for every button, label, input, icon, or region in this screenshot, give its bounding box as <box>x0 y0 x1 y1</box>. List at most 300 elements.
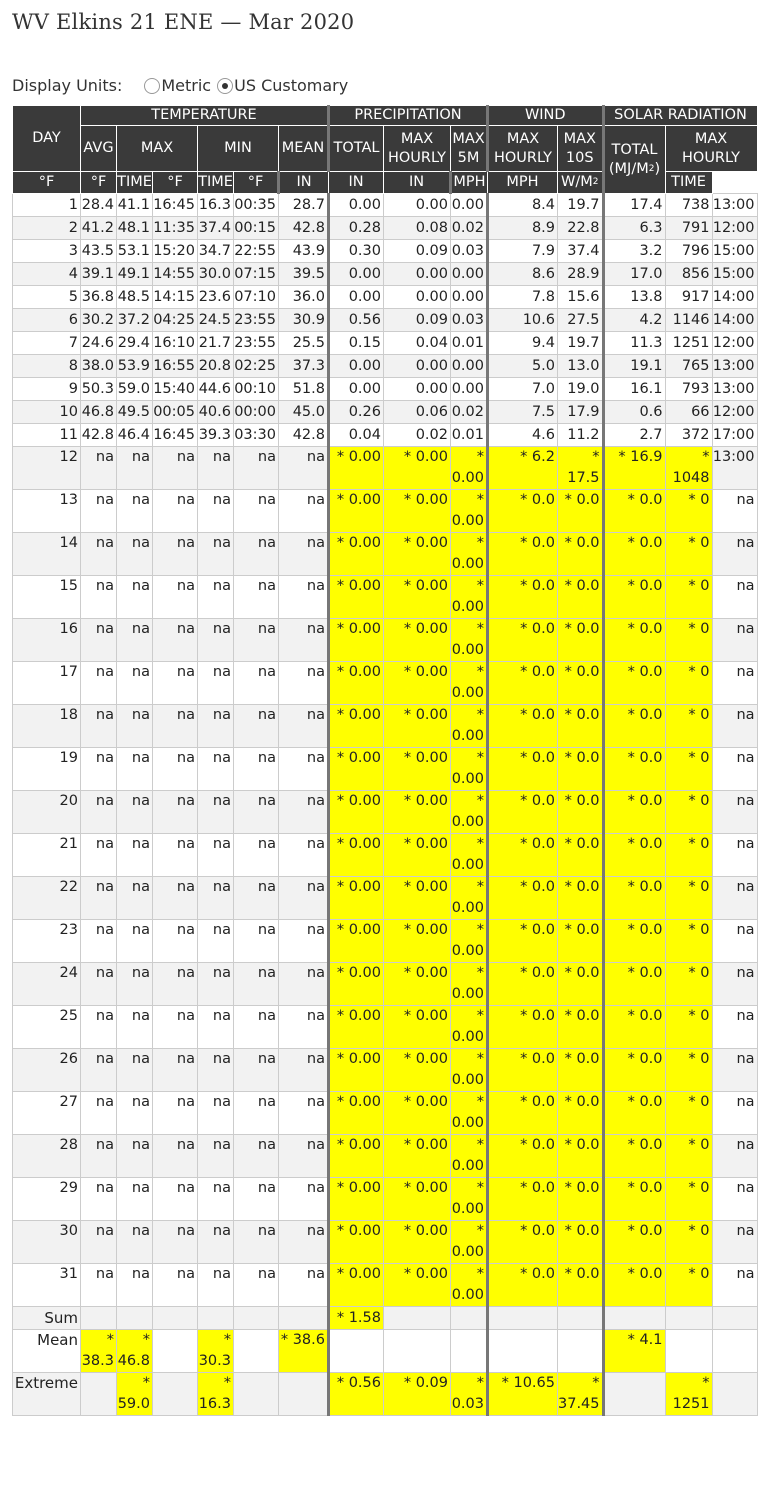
table-cell: na <box>153 619 198 662</box>
table-cell: * 0.00 <box>329 576 384 619</box>
table-cell: na <box>198 791 234 834</box>
page-title: WV Elkins 21 ENE — Mar 2020 <box>12 10 355 34</box>
table-cell: 11.2 <box>558 424 604 447</box>
table-cell: na <box>153 1264 198 1307</box>
table-cell: 0.00 <box>384 355 451 378</box>
table-cell: * 0 <box>665 1049 712 1092</box>
table-cell <box>558 1307 604 1330</box>
table-cell: 791 <box>665 217 712 240</box>
table-cell: * 0.0 <box>488 619 558 662</box>
metric-radio[interactable] <box>144 78 160 94</box>
table-cell: 48.1 <box>117 217 153 240</box>
table-cell: 0.00 <box>451 286 488 309</box>
table-cell: 37.3 <box>279 355 329 378</box>
table-cell <box>234 1373 279 1416</box>
monthly-climate-table <box>12 105 758 1416</box>
table-cell: * 0.00 <box>451 1006 488 1049</box>
unit-header: °F <box>234 172 279 194</box>
table-cell: * 0.0 <box>558 1006 604 1049</box>
table-cell <box>234 1307 279 1330</box>
table-cell: 23 <box>13 920 81 963</box>
table-cell: na <box>81 1049 117 1092</box>
table-cell: * 0 <box>665 705 712 748</box>
table-cell: 5.0 <box>488 355 558 378</box>
table-cell: * 0.09 <box>384 1373 451 1416</box>
group-solar-radiation: SOLAR RADIATION <box>603 106 757 126</box>
table-cell: na <box>279 662 329 705</box>
table-cell <box>603 1373 665 1416</box>
table-cell: na <box>81 490 117 533</box>
table-cell: * 0.0 <box>488 1049 558 1092</box>
table-cell: 0.00 <box>384 263 451 286</box>
table-cell: 793 <box>665 378 712 401</box>
table-cell: na <box>712 748 757 791</box>
table-cell: * 0.0 <box>488 1006 558 1049</box>
table-cell: na <box>153 490 198 533</box>
table-cell: na <box>279 705 329 748</box>
table-cell: na <box>712 662 757 705</box>
table-cell: 39.1 <box>81 263 117 286</box>
table-cell: na <box>117 1092 153 1135</box>
table-cell <box>665 1307 712 1330</box>
table-cell: 1 <box>13 194 81 217</box>
table-cell <box>198 1307 234 1330</box>
table-row <box>13 424 758 447</box>
table-cell: na <box>234 748 279 791</box>
table-cell: 15:00 <box>712 240 757 263</box>
table-cell: * 0.00 <box>384 447 451 490</box>
table-cell: * 0.00 <box>451 1264 488 1307</box>
table-cell: na <box>81 447 117 490</box>
table-cell: 0.28 <box>329 217 384 240</box>
table-cell: 49.5 <box>117 401 153 424</box>
table-cell: * 0.00 <box>451 920 488 963</box>
table-cell: 12:00 <box>712 332 757 355</box>
table-cell: na <box>198 1221 234 1264</box>
display-units-selector <box>12 76 354 95</box>
table-cell <box>81 1373 117 1416</box>
table-cell: * 0.0 <box>558 490 604 533</box>
table-cell: na <box>279 834 329 877</box>
table-cell: 13:00 <box>712 194 757 217</box>
summary-label: Extreme <box>13 1373 81 1416</box>
table-cell: * 0.0 <box>488 834 558 877</box>
table-cell: 21 <box>13 834 81 877</box>
table-cell: * 0.00 <box>329 748 384 791</box>
unit-header: $W/M^2$ <box>558 172 604 194</box>
table-cell: 6 <box>13 309 81 332</box>
table-cell: na <box>81 1092 117 1135</box>
table-cell: * 0.00 <box>384 533 451 576</box>
table-cell <box>384 1330 451 1373</box>
table-cell: 00:35 <box>234 194 279 217</box>
table-cell: na <box>279 619 329 662</box>
table-cell: 20 <box>13 791 81 834</box>
table-cell <box>329 1330 384 1373</box>
table-cell: 45.0 <box>279 401 329 424</box>
table-cell: * 0.00 <box>384 1049 451 1092</box>
table-cell: * 0 <box>665 490 712 533</box>
table-cell: na <box>234 490 279 533</box>
table-cell: 30.2 <box>81 309 117 332</box>
table-cell: * 37.45 <box>558 1373 604 1416</box>
table-cell: * 0.0 <box>488 533 558 576</box>
table-cell: * 0 <box>665 1178 712 1221</box>
us-customary-radio[interactable] <box>217 78 233 94</box>
table-cell: 41.2 <box>81 217 117 240</box>
table-cell: * 0.00 <box>329 490 384 533</box>
table-cell: * 0.00 <box>451 1221 488 1264</box>
table-cell: * 0.0 <box>603 533 665 576</box>
table-cell: 59.0 <box>117 378 153 401</box>
table-cell: 25 <box>13 1006 81 1049</box>
table-cell: 23.6 <box>198 286 234 309</box>
table-cell: 11:35 <box>153 217 198 240</box>
unit-header: TIME <box>117 172 153 194</box>
table-cell: * 0.0 <box>603 748 665 791</box>
table-cell: 00:00 <box>234 401 279 424</box>
table-cell: 4 <box>13 263 81 286</box>
table-cell <box>451 1330 488 1373</box>
unit-header: MPH <box>451 172 488 194</box>
table-cell: 43.9 <box>279 240 329 263</box>
table-cell: * 1048 <box>665 447 712 490</box>
table-cell: na <box>234 920 279 963</box>
table-cell: * 0.00 <box>329 1135 384 1178</box>
table-cell: na <box>198 1006 234 1049</box>
table-cell: 23:55 <box>234 309 279 332</box>
table-cell: 10.6 <box>488 309 558 332</box>
table-cell: 0.04 <box>329 424 384 447</box>
table-cell: * 0.0 <box>488 1221 558 1264</box>
table-cell: * 0.0 <box>558 1264 604 1307</box>
table-cell: 00:05 <box>153 401 198 424</box>
table-cell: 0.03 <box>451 309 488 332</box>
table-cell: 26 <box>13 1049 81 1092</box>
table-cell: * 0.0 <box>488 705 558 748</box>
table-row <box>13 378 758 401</box>
table-cell: 7.8 <box>488 286 558 309</box>
table-cell: * 1251 <box>665 1373 712 1416</box>
unit-header: °F <box>153 172 198 194</box>
table-row <box>13 355 758 378</box>
table-cell: 29.4 <box>117 332 153 355</box>
table-cell: 738 <box>665 194 712 217</box>
table-cell: * 0.00 <box>329 834 384 877</box>
table-cell: 0.04 <box>384 332 451 355</box>
table-cell: * 0 <box>665 1264 712 1307</box>
table-cell: na <box>198 920 234 963</box>
table-cell: na <box>234 533 279 576</box>
table-cell: * 0.0 <box>603 1049 665 1092</box>
table-cell: 19 <box>13 748 81 791</box>
table-cell: 30 <box>13 1221 81 1264</box>
table-cell: 16 <box>13 619 81 662</box>
table-cell: 13.8 <box>603 286 665 309</box>
table-cell: 765 <box>665 355 712 378</box>
table-cell: 10 <box>13 401 81 424</box>
table-cell: * 0.0 <box>558 834 604 877</box>
table-cell: 41.1 <box>117 194 153 217</box>
table-row <box>13 332 758 355</box>
table-cell: na <box>712 1049 757 1092</box>
table-cell: 24.5 <box>198 309 234 332</box>
table-cell: * 0.00 <box>384 834 451 877</box>
table-cell: na <box>198 576 234 619</box>
table-cell: * 0.00 <box>329 1006 384 1049</box>
summary-label: Sum <box>13 1307 81 1330</box>
table-cell: * 0.00 <box>384 1221 451 1264</box>
table-cell: 42.8 <box>81 424 117 447</box>
display-units-label: Display Units: <box>12 76 123 95</box>
table-cell: na <box>117 1049 153 1092</box>
table-cell: na <box>198 963 234 1006</box>
table-cell: 12 <box>13 447 81 490</box>
table-cell: 0.15 <box>329 332 384 355</box>
table-cell: 0.09 <box>384 240 451 263</box>
table-cell: 22 <box>13 877 81 920</box>
table-cell: 43.5 <box>81 240 117 263</box>
table-cell: * 16.3 <box>198 1373 234 1416</box>
table-cell: na <box>153 447 198 490</box>
table-cell: 3 <box>13 240 81 263</box>
table-cell: na <box>712 1264 757 1307</box>
table-cell: 16:45 <box>153 194 198 217</box>
table-cell: 5 <box>13 286 81 309</box>
summary-label: Mean <box>13 1330 81 1373</box>
table-cell: * 0.00 <box>329 920 384 963</box>
table-cell: 16:45 <box>153 424 198 447</box>
table-cell: 2 <box>13 217 81 240</box>
table-cell: * 0 <box>665 1135 712 1178</box>
table-cell: 40.6 <box>198 401 234 424</box>
table-cell: na <box>198 1178 234 1221</box>
table-cell <box>81 1307 117 1330</box>
table-row <box>13 877 758 920</box>
table-cell: 14:00 <box>712 286 757 309</box>
table-cell: * 0.00 <box>384 1092 451 1135</box>
table-cell: * 0.00 <box>329 1178 384 1221</box>
table-cell: na <box>712 490 757 533</box>
table-cell: * 0.0 <box>488 490 558 533</box>
table-cell: * 0.00 <box>329 619 384 662</box>
us-customary-label[interactable]: US Customary <box>234 76 349 95</box>
table-cell: na <box>117 447 153 490</box>
table-cell: 7.5 <box>488 401 558 424</box>
table-cell: * 30.3 <box>198 1330 234 1373</box>
table-cell: * 4.1 <box>603 1330 665 1373</box>
table-cell: na <box>153 877 198 920</box>
table-cell: * 0.00 <box>451 447 488 490</box>
table-cell: * 0 <box>665 1006 712 1049</box>
table-cell: 39.3 <box>198 424 234 447</box>
table-cell: * 0 <box>665 834 712 877</box>
table-cell: 13 <box>13 490 81 533</box>
table-cell: na <box>81 1264 117 1307</box>
table-cell: 17.9 <box>558 401 604 424</box>
table-cell: 30.0 <box>198 263 234 286</box>
table-cell: * 0.0 <box>558 662 604 705</box>
table-cell: 8 <box>13 355 81 378</box>
table-cell: 1146 <box>665 309 712 332</box>
table-cell: 13:00 <box>712 447 757 490</box>
table-cell: * 0.00 <box>329 1049 384 1092</box>
us-customary-option[interactable] <box>217 76 348 95</box>
table-cell: na <box>81 533 117 576</box>
table-cell: * 0.00 <box>329 963 384 1006</box>
table-cell: 1251 <box>665 332 712 355</box>
table-cell: 8.6 <box>488 263 558 286</box>
table-cell: na <box>279 963 329 1006</box>
table-cell: 28.4 <box>81 194 117 217</box>
table-row <box>13 791 758 834</box>
table-cell: 38.0 <box>81 355 117 378</box>
table-cell: 0.08 <box>384 217 451 240</box>
table-cell: * 0.0 <box>603 920 665 963</box>
table-cell: * 0.0 <box>488 877 558 920</box>
table-cell: * 0.00 <box>384 576 451 619</box>
table-cell: na <box>153 1049 198 1092</box>
group-wind: WIND <box>488 106 604 126</box>
table-cell: * 0 <box>665 533 712 576</box>
table-cell: 0.00 <box>451 355 488 378</box>
table-cell: * 0.00 <box>384 1264 451 1307</box>
table-cell: na <box>712 705 757 748</box>
table-cell: 22:55 <box>234 240 279 263</box>
table-row <box>13 834 758 877</box>
table-cell: na <box>234 576 279 619</box>
table-cell: na <box>81 1178 117 1221</box>
table-row <box>13 1178 758 1221</box>
table-cell: na <box>153 1092 198 1135</box>
table-cell: * 0.00 <box>451 963 488 1006</box>
table-cell: * 0.03 <box>451 1373 488 1416</box>
table-cell: 27 <box>13 1092 81 1135</box>
table-cell: * 0.0 <box>603 1264 665 1307</box>
table-cell: na <box>153 1006 198 1049</box>
table-cell: na <box>712 877 757 920</box>
unit-header: IN <box>279 172 329 194</box>
table-cell: na <box>153 920 198 963</box>
table-cell: na <box>234 963 279 1006</box>
table-cell: * 0.00 <box>451 1092 488 1135</box>
table-cell: 24 <box>13 963 81 1006</box>
col-temp-min: MIN <box>198 126 279 172</box>
group-precipitation: PRECIPITATION <box>329 106 488 126</box>
table-cell: na <box>153 1178 198 1221</box>
table-cell: 18 <box>13 705 81 748</box>
table-cell: * 0.0 <box>603 576 665 619</box>
table-cell: * 0.0 <box>603 705 665 748</box>
table-cell: na <box>712 1178 757 1221</box>
table-cell: 19.1 <box>603 355 665 378</box>
table-cell: na <box>117 662 153 705</box>
table-cell: * 0.0 <box>558 963 604 1006</box>
table-cell: 03:30 <box>234 424 279 447</box>
table-cell: * 0.0 <box>603 834 665 877</box>
table-cell: na <box>81 963 117 1006</box>
table-cell: 25.5 <box>279 332 329 355</box>
table-cell: na <box>117 834 153 877</box>
table-cell: * 0.0 <box>488 1264 558 1307</box>
table-cell: na <box>198 447 234 490</box>
table-cell: 0.00 <box>329 263 384 286</box>
table-cell: 3.2 <box>603 240 665 263</box>
table-cell: 0.00 <box>329 378 384 401</box>
metric-label[interactable]: Metric <box>161 76 212 95</box>
table-cell: * 0.0 <box>558 705 604 748</box>
table-cell: na <box>234 662 279 705</box>
table-cell: * 0.00 <box>384 791 451 834</box>
table-cell: 37.2 <box>117 309 153 332</box>
table-cell: na <box>81 1221 117 1264</box>
table-cell: 19.0 <box>558 378 604 401</box>
table-cell: na <box>81 1006 117 1049</box>
table-cell <box>153 1373 198 1416</box>
metric-option[interactable] <box>144 76 211 95</box>
table-cell: 0.26 <box>329 401 384 424</box>
table-cell: * 0.0 <box>558 619 604 662</box>
unit-header: IN <box>384 172 451 194</box>
table-cell: na <box>234 1092 279 1135</box>
table-cell: na <box>234 1006 279 1049</box>
table-row <box>13 217 758 240</box>
table-cell: 23:55 <box>234 332 279 355</box>
unit-header: °F <box>13 172 81 194</box>
table-cell: 28 <box>13 1135 81 1178</box>
table-row <box>13 533 758 576</box>
table-cell: 15:20 <box>153 240 198 263</box>
table-row <box>13 240 758 263</box>
table-cell: na <box>153 705 198 748</box>
table-cell <box>712 1373 757 1416</box>
table-cell: 0.00 <box>451 263 488 286</box>
table-row <box>13 309 758 332</box>
table-cell: * 0.0 <box>558 1221 604 1264</box>
table-cell: * 0.00 <box>329 791 384 834</box>
table-cell: na <box>198 490 234 533</box>
table-cell: na <box>712 963 757 1006</box>
table-cell: 14:55 <box>153 263 198 286</box>
table-cell: 42.8 <box>279 424 329 447</box>
table-cell: na <box>234 877 279 920</box>
table-cell: na <box>712 1135 757 1178</box>
table-cell: na <box>117 705 153 748</box>
table-cell: 00:10 <box>234 378 279 401</box>
table-cell: na <box>117 748 153 791</box>
table-cell: * 0.0 <box>558 1049 604 1092</box>
table-cell: na <box>234 834 279 877</box>
table-cell: 7.0 <box>488 378 558 401</box>
table-cell: na <box>198 877 234 920</box>
table-cell: * 0.0 <box>558 920 604 963</box>
table-cell <box>279 1373 329 1416</box>
table-cell: 46.8 <box>81 401 117 424</box>
table-cell: na <box>279 447 329 490</box>
col-wind-max-10s: MAX 10S <box>558 126 604 172</box>
table-cell: na <box>81 1135 117 1178</box>
summary-row-mean <box>13 1330 758 1373</box>
unit-header: IN <box>329 172 384 194</box>
table-cell: na <box>81 662 117 705</box>
table-cell <box>153 1307 198 1330</box>
table-cell: na <box>81 877 117 920</box>
table-cell: na <box>81 705 117 748</box>
table-cell: * 0 <box>665 619 712 662</box>
table-cell: na <box>81 576 117 619</box>
table-cell: * 0.00 <box>384 662 451 705</box>
table-cell: * 0.00 <box>451 1178 488 1221</box>
